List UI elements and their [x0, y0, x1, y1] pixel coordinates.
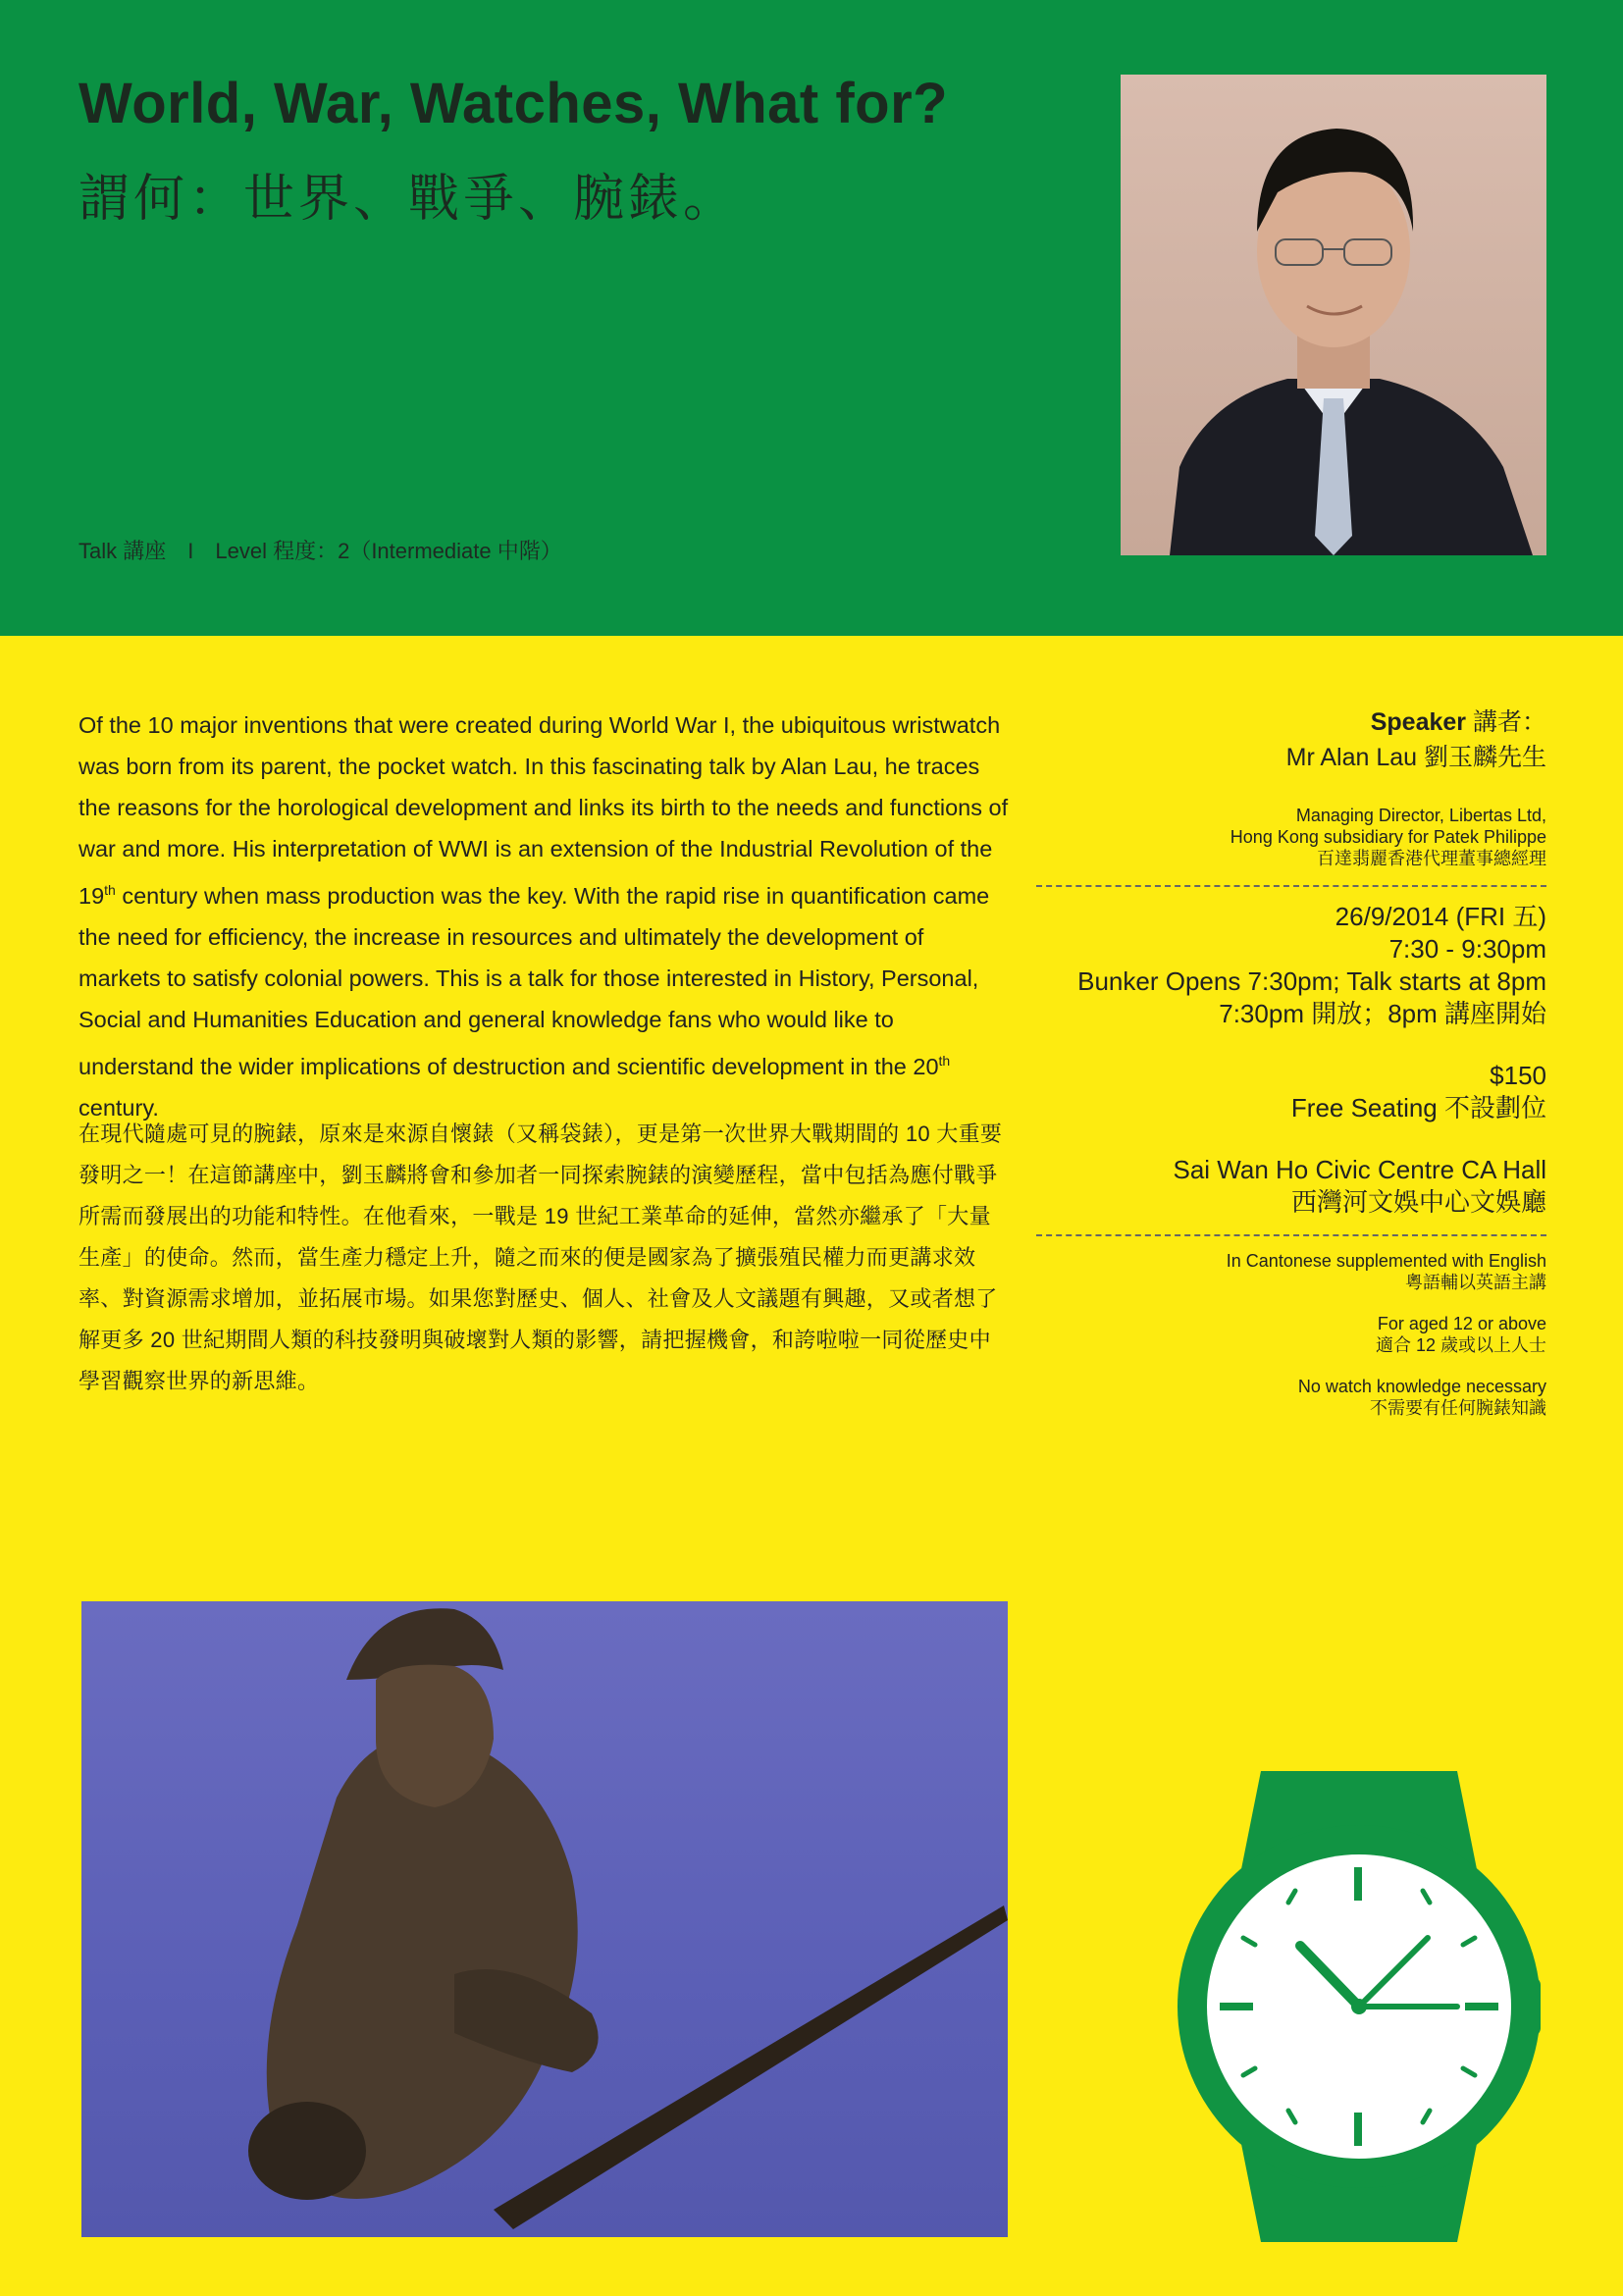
event-details [1036, 704, 1546, 1419]
speaker-name: Mr Alan Lau 劉玉麟先生 [1285, 744, 1546, 771]
separator: I [187, 539, 194, 563]
bunker-opens-zh: 7:30pm 開放；8pm 講座開始 [1219, 999, 1546, 1028]
speaker-portrait [1121, 75, 1546, 555]
ordinal-suffix: th [938, 1052, 951, 1069]
age-zh: 適合 12 歲或以上人士 [1375, 1335, 1546, 1355]
ordinal-suffix: th [104, 882, 116, 898]
description-english [79, 704, 1009, 1128]
talk-level-line [79, 535, 562, 565]
description-en-part2: century when mass production was the key. With the rapid rise in quantification came the need for efficiency, the increase in resources and ultimately the development of markets to satisfy colonial powers. This is a talk for those interested in History, Personal, Social and Humanities Education and general knowledge fans who would like to understand the wider implications of destruction and scientific development in the 20 [79, 882, 990, 1079]
speaker-label: Speaker [1370, 708, 1467, 736]
seating-info: Free Seating 不設劃位 [1290, 1093, 1546, 1122]
speaker-heading [1036, 704, 1546, 740]
portrait-illustration [1121, 75, 1546, 555]
age-en: For aged 12 or above [1377, 1314, 1546, 1333]
language-zh: 粵語輔以英語主講 [1405, 1273, 1546, 1292]
speaker-label-zh: 講者： [1472, 708, 1546, 736]
speaker-role-line3: 百達翡麗香港代理董事總經理 [1317, 849, 1546, 868]
talk-type: Talk 講座 [79, 539, 167, 563]
soldier-statue-photo [81, 1601, 1008, 2237]
knowledge-zh: 不需要有任何腕錶知識 [1370, 1398, 1546, 1418]
venue-english: Sai Wan Ho Civic Centre CA Hall [1173, 1155, 1546, 1184]
bunker-opens-en: Bunker Opens 7:30pm; Talk starts at 8pm [1077, 966, 1546, 996]
venue-chinese: 西灣河文娛中心文娛廳 [1290, 1187, 1546, 1217]
title-chinese: 謂何：世界、戰爭、腕錶。 [79, 171, 739, 228]
divider [1036, 885, 1546, 887]
description-chinese: 在現代隨處可見的腕錶，原來是來源自懷錶（又稱袋錶），更是第一次世界大戰期間的 10 大重要發明之一！在這節講座中，劉玉麟將會和參加者一同探索腕錶的演變歷程，當中包括為應付戰爭所需而發展出的功能和特性。在他看來，一戰是 19 世紀工業革命的延伸，當然亦繼承了「大量生產」的使命。然而，當生產力穩定上升，隨之而來的便是國家為了擴張殖民權力而更講求效率、對資源需求增加，並拓展市場。如果您對歷史、個人、社會及人文議題有興趣，又或者想了解更多 20 世紀期間人類的科技發明與破壞對人類的影響，請把握機會，和誇啦啦一同從歷史中學習觀察世界的新思維。 [79, 1122, 1003, 1393]
event-time: 7:30 - 9:30pm [1388, 934, 1546, 964]
title-english: World, War, Watches, What for? [79, 72, 949, 135]
ticket-price: $150 [1490, 1061, 1546, 1090]
description-en-part3: century. [79, 1094, 159, 1121]
divider [1036, 1234, 1546, 1236]
watch-icon [1163, 1761, 1555, 2252]
statue-illustration [81, 1601, 1008, 2237]
language-en: In Cantonese supplemented with English [1226, 1251, 1546, 1271]
knowledge-en: No watch knowledge necessary [1297, 1377, 1546, 1396]
level-label: Level 程度：2（Intermediate 中階） [215, 539, 562, 563]
event-date: 26/9/2014 (FRI 五) [1335, 902, 1546, 931]
speaker-role-line1: Managing Director, Libertas Ltd, [1295, 806, 1546, 825]
description-en-part1: Of the 10 major inventions that were created during World War I, the ubiquitous wristwatch was born from its parent, the pocket watch. In this fascinating talk by Alan Lau, he traces the reasons for the horological development and links its birth to the needs and functions of war and more. His interpretation of WWI is an extension of the Industrial Revolution of the 19 [79, 712, 1009, 909]
speaker-role-line2: Hong Kong subsidiary for Patek Philippe [1230, 827, 1546, 847]
